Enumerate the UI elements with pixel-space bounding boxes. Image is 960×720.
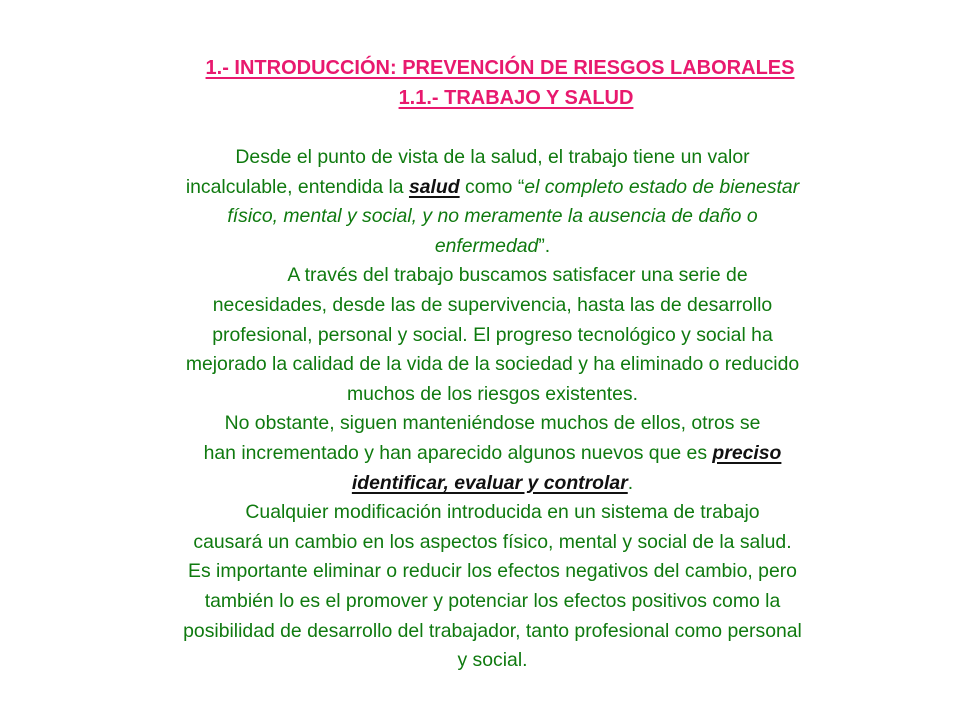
paragraph-2-line-4: mejorado la calidad de la vida de la sociedad y ha eliminado o reducido [185,353,800,376]
paragraph-2-text: A través del trabajo buscamos satisfacer una serie de [287,264,748,287]
paragraph-4-line-5: posibilidad de desarrollo del trabajador, tanto profesional como personal [183,619,802,642]
page-title: 1.- INTRODUCCIÓN: PREVENCIÓN DE RIESGOS LABORALES [205,57,795,79]
paragraph-2-line-2: necesidades, desde las de supervivencia, hasta las de desarrollo [212,293,773,316]
paragraph-1-line-2 [95,173,890,203]
paragraph-3-line-1 [95,409,890,439]
paragraph-1-text: Desde el punto de vista de la salud, el trabajo tiene un valor [235,146,750,168]
page-subtitle: 1.1.- TRABAJO Y SALUD [398,87,634,109]
emphasis-preciso: preciso [712,441,782,464]
emphasis-identificar: identificar, evaluar y controlar [351,471,628,494]
body-text [95,143,890,676]
paragraph-2-line-5: muchos de los riesgos existentes. [346,382,638,405]
emphasis-salud: salud [408,175,460,198]
definition-quote-end: enfermedad [434,234,539,257]
paragraph-1-line-4 [95,232,890,262]
paragraph-1-text: ”. [538,234,551,257]
paragraph-4-line-3: Es importante eliminar o reducir los efectos negativos del cambio, pero [188,560,797,583]
paragraph-1-text: como “ [459,175,525,198]
paragraph-3-text: No obstante, siguen manteniéndose muchos de ellos, otros se [224,412,761,435]
paragraph-1-line-1 [95,143,890,173]
definition-quote: el completo estado de bienestar [524,175,800,198]
paragraph-2-line-1 [95,261,890,291]
paragraph-4-line-6: y social. [457,649,528,672]
paragraph-4-line-4: también lo es el promover y potenciar los efectos positivos como la [204,589,781,612]
paragraph-3-line-2 [95,439,890,469]
paragraph-4-text: Cualquier modificación introducida en un sistema de trabajo [245,501,760,524]
paragraph-1-line-3: físico, mental y social, y no meramente la ausencia de daño o [227,205,758,228]
paragraph-3-text: han incrementado y han aparecido algunos nuevos que es [203,441,713,464]
paragraph-3-text: . [627,471,634,494]
paragraph-2-line-3: profesional, personal y social. El progreso tecnológico y social ha [212,323,773,346]
paragraph-1-text: incalculable, entendida la [185,175,409,198]
paragraph-3-line-3 [95,469,890,499]
paragraph-4-line-2: causará un cambio en los aspectos físico, mental y social de la salud. [193,530,792,553]
paragraph-4-line-1 [95,498,890,528]
